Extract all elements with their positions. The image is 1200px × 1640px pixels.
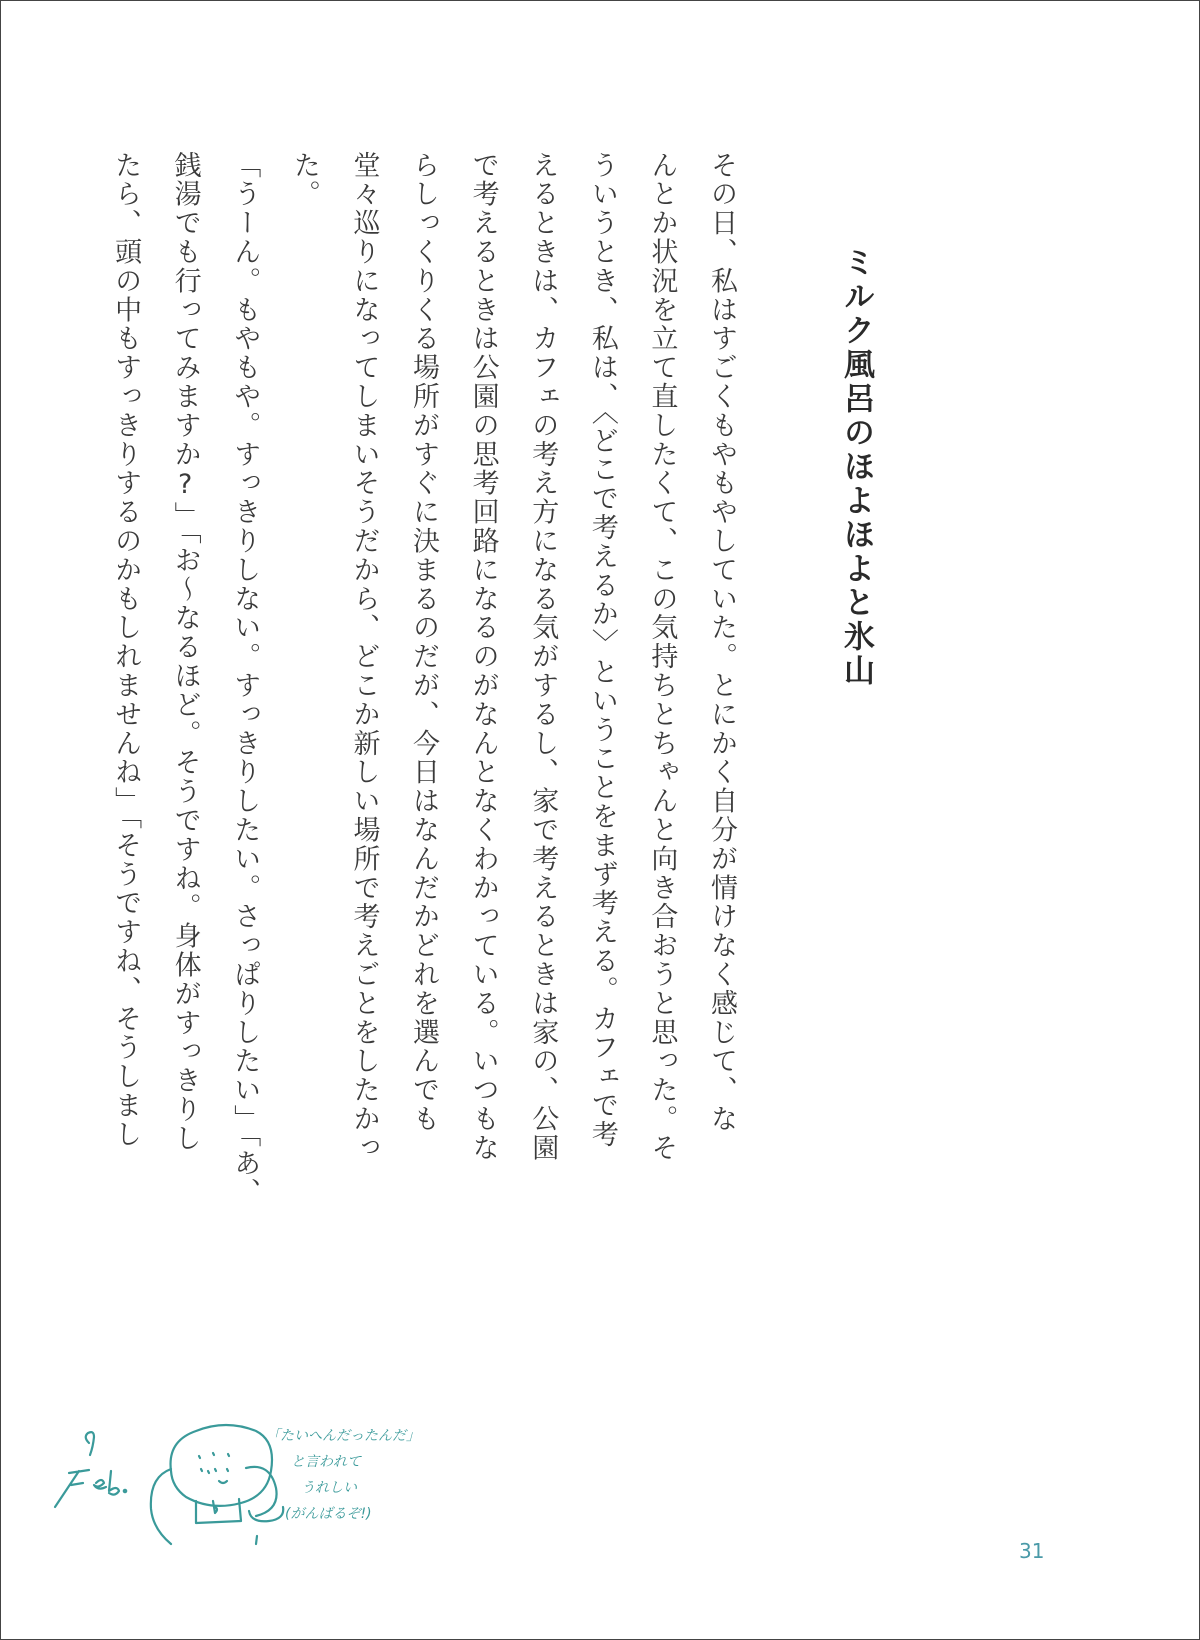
text-column: 「うーん。もやもや。すっきりしない。すっきりしたい。さっぱりしたい」「あ、 bbox=[229, 151, 261, 1207]
handwritten-note-line: 「たいへんだったんだ」 bbox=[266, 1428, 420, 1444]
page-number: 31 bbox=[1019, 1539, 1045, 1563]
text-column: んとか状況を立て直したくて、この気持ちとちゃんと向き合おうと思った。そ bbox=[646, 151, 678, 1163]
text-column: 堂々巡りになってしまいそうだから、どこか新しい場所で考えごとをしたかっ bbox=[348, 151, 380, 1163]
text-column: た。 bbox=[288, 151, 320, 209]
figure-drawing bbox=[151, 1425, 283, 1544]
text-column: で考えるときは公園の思考回路になるのがなんとなくわかっている。いつもな bbox=[467, 151, 499, 1163]
handwritten-note-line: うれしい bbox=[301, 1480, 357, 1496]
text-column: その日、私はすごくもやもやしていた。とにかく自分が情けなく感じて、な bbox=[706, 151, 737, 1134]
text-column: らしっくりくる場所がすぐに決まるのだが、今日はなんだかどれを選んでも bbox=[408, 151, 440, 1134]
text-column: えるときは、カフェの考え方になる気がするし、家で考えるときは家の、公園 bbox=[527, 151, 559, 1163]
text-column: たら、頭の中もすっきりするのかもしれませんね」「そうですね、そうしまし bbox=[110, 151, 142, 1149]
handwritten-note-line: と言われて bbox=[291, 1454, 361, 1470]
body-text bbox=[95, 151, 751, 1241]
handwritten-illustration bbox=[41, 1411, 441, 1561]
date-scribble bbox=[55, 1432, 126, 1507]
handwritten-note-line: (がんばるぞ!) bbox=[285, 1506, 372, 1522]
text-column: 銭湯でも行ってみますか?」「お〜なるほど。そうですね。身体がすっきりし bbox=[169, 151, 201, 1153]
text-column: ういうとき、私は、〈どこで考えるか〉ということをまず考える。カフェで考 bbox=[586, 151, 618, 1149]
chapter-title: ミルク風呂のほよほよと氷山 bbox=[838, 246, 874, 688]
